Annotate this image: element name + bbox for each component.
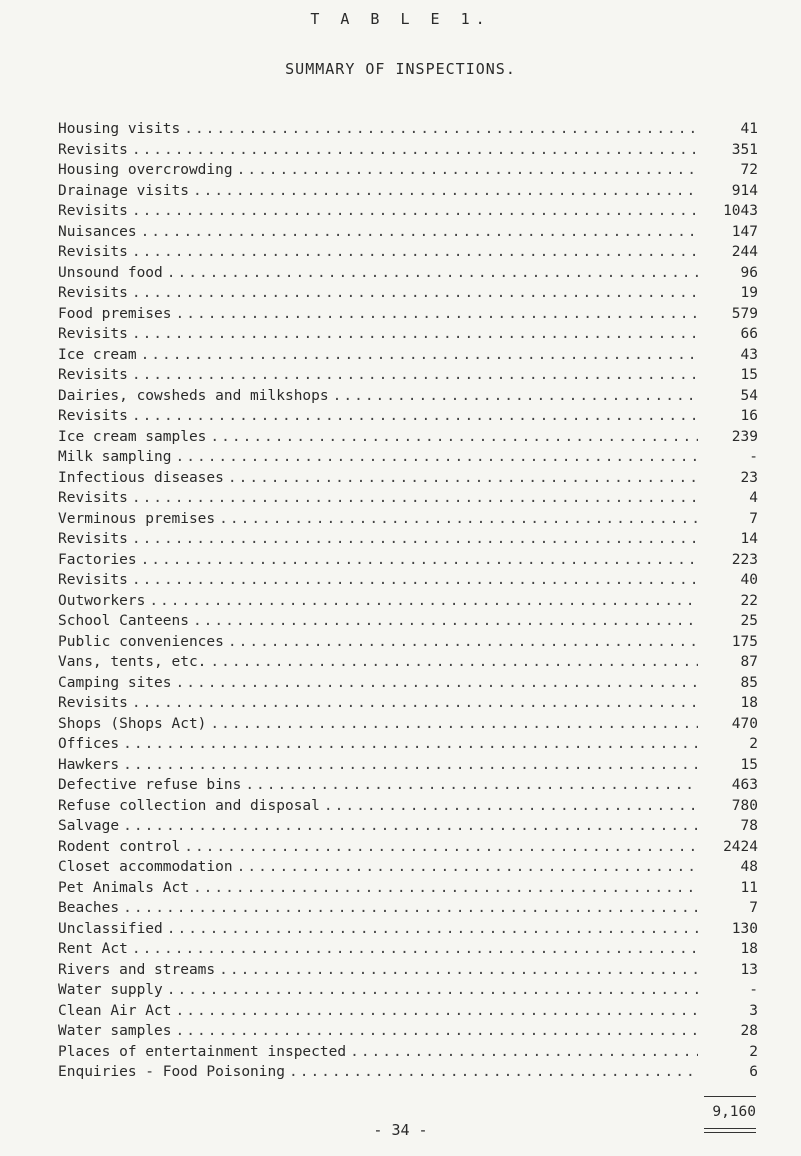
inspection-count: 4 <box>749 490 758 506</box>
inspection-count: 223 <box>731 551 758 568</box>
inspection-count: 87 <box>740 654 758 670</box>
inspection-label: Defective refuse bins <box>58 777 242 793</box>
dot-leader <box>333 388 698 404</box>
inspection-label: Milk sampling <box>58 449 172 465</box>
inspection-label: Unclassified <box>58 920 163 937</box>
inspection-label: Ice cream samples <box>58 428 207 445</box>
inspection-count: 72 <box>740 162 758 178</box>
dot-leader <box>132 326 698 342</box>
dot-leader <box>184 839 698 855</box>
page-number: - 34 - <box>373 1121 428 1139</box>
inspection-count: 2 <box>749 1043 758 1060</box>
inspection-label: Factories <box>58 551 137 568</box>
inspection-row <box>58 531 758 552</box>
inspection-count: 579 <box>731 305 758 322</box>
inspection-row <box>58 367 758 388</box>
dot-leader <box>176 1023 699 1039</box>
inspection-label: Shops (Shops Act) <box>58 715 207 732</box>
inspection-count: 244 <box>731 244 758 260</box>
inspection-count: 85 <box>740 674 758 691</box>
inspection-row <box>58 777 758 798</box>
dot-leader <box>176 1003 699 1019</box>
dot-leader <box>228 634 698 650</box>
inspection-row <box>58 1064 758 1085</box>
dot-leader <box>141 224 698 240</box>
inspection-label: Verminous premises <box>58 510 216 527</box>
dot-leader <box>219 962 698 978</box>
inspection-count: 40 <box>740 572 758 588</box>
inspection-label: Water samples <box>58 1023 172 1039</box>
inspection-row <box>58 306 758 327</box>
inspection-count: 54 <box>740 387 758 404</box>
inspection-row <box>58 962 758 983</box>
inspection-label: Pet Animals Act <box>58 879 189 896</box>
inspection-count: 130 <box>731 920 758 937</box>
table-title: T A B L E 1. <box>310 10 491 28</box>
inspection-count: 914 <box>731 182 758 199</box>
dot-leader <box>132 695 698 711</box>
inspection-label: Closet accommodation <box>58 859 233 875</box>
dot-leader <box>123 818 698 834</box>
inspection-label: Unsound food <box>58 264 163 281</box>
inspection-label: Housing visits <box>58 121 181 137</box>
total-rule <box>704 1096 756 1097</box>
dot-leader <box>219 511 698 527</box>
inspection-label: Rent Act <box>58 941 128 957</box>
inspection-count: 1043 <box>723 203 758 219</box>
dot-leader <box>132 408 698 424</box>
inspection-count: 14 <box>740 531 758 547</box>
inspection-count: 15 <box>740 367 758 383</box>
dot-leader <box>132 572 698 588</box>
dot-leader <box>193 183 698 199</box>
dot-leader <box>176 306 699 322</box>
inspection-label: Nuisances <box>58 223 137 240</box>
inspection-row <box>58 408 758 429</box>
dot-leader <box>123 900 698 916</box>
dot-leader <box>228 470 698 486</box>
inspection-count: 19 <box>740 285 758 301</box>
inspection-row <box>58 695 758 716</box>
inspection-count: 18 <box>740 941 758 957</box>
inspection-row <box>58 818 758 839</box>
dot-leader <box>176 449 699 465</box>
inspection-row <box>58 388 758 409</box>
inspection-row <box>58 634 758 655</box>
dot-leader <box>132 490 698 506</box>
inspection-label: Enquiries - Food Poisoning <box>58 1064 285 1080</box>
dot-leader <box>132 203 698 219</box>
inspection-count: 22 <box>740 592 758 609</box>
dot-leader <box>123 757 698 773</box>
inspection-row <box>58 511 758 532</box>
inspection-row <box>58 1023 758 1044</box>
dot-leader <box>132 244 698 260</box>
inspection-label: Outworkers <box>58 592 146 609</box>
inspection-label: School Canteens <box>58 613 189 629</box>
inspection-row <box>58 736 758 757</box>
dot-leader <box>245 777 698 793</box>
inspection-count: 6 <box>749 1064 758 1080</box>
inspection-row <box>58 654 758 675</box>
inspection-label: Ice cream <box>58 346 137 363</box>
inspection-row <box>58 1044 758 1065</box>
inspection-label: Infectious diseases <box>58 469 224 486</box>
dot-leader <box>132 367 698 383</box>
inspection-row <box>58 162 758 183</box>
inspection-count: 470 <box>731 715 758 732</box>
inspection-label: Hawkers <box>58 756 120 773</box>
inspection-row <box>58 593 758 614</box>
inspection-count: 48 <box>740 859 758 875</box>
inspection-label: Housing overcrowding <box>58 162 233 178</box>
inspection-row <box>58 839 758 860</box>
inspection-label: Revisits <box>58 408 128 424</box>
inspection-count: 2424 <box>723 838 758 855</box>
inspection-row <box>58 203 758 224</box>
grand-total: 9,160 <box>712 1104 756 1120</box>
inspection-label: Revisits <box>58 367 128 383</box>
inspection-row <box>58 880 758 901</box>
inspection-row <box>58 183 758 204</box>
dot-leader <box>350 1044 698 1060</box>
inspection-count: 351 <box>731 141 758 158</box>
inspection-label: Drainage visits <box>58 182 189 199</box>
inspection-label: Vans, tents, etc. <box>58 654 207 670</box>
inspection-count: 13 <box>740 961 758 978</box>
dot-leader <box>132 142 698 158</box>
inspection-row <box>58 552 758 573</box>
dot-leader <box>289 1064 698 1080</box>
dot-leader <box>237 859 698 875</box>
dot-leader <box>149 593 698 609</box>
inspection-row <box>58 265 758 286</box>
inspection-row <box>58 675 758 696</box>
inspection-row <box>58 470 758 491</box>
inspection-list <box>58 121 758 1085</box>
inspection-count: - <box>749 982 758 998</box>
table-subtitle: SUMMARY OF INSPECTIONS. <box>285 60 516 78</box>
inspection-row <box>58 121 758 142</box>
inspection-row <box>58 142 758 163</box>
inspection-count: 96 <box>740 264 758 281</box>
inspection-row <box>58 224 758 245</box>
inspection-row <box>58 429 758 450</box>
inspection-row <box>58 613 758 634</box>
inspection-label: Revisits <box>58 203 128 219</box>
inspection-label: Beaches <box>58 900 120 916</box>
inspection-count: 16 <box>740 408 758 424</box>
inspection-row <box>58 347 758 368</box>
dot-leader <box>237 162 698 178</box>
dot-leader <box>167 921 698 937</box>
inspection-count: 66 <box>740 326 758 342</box>
inspection-label: Revisits <box>58 490 128 506</box>
inspection-label: Revisits <box>58 531 128 547</box>
inspection-row <box>58 326 758 347</box>
inspection-row <box>58 1003 758 1024</box>
inspection-count: 239 <box>731 428 758 445</box>
inspection-count: 11 <box>740 879 758 896</box>
inspection-row <box>58 244 758 265</box>
inspection-count: 175 <box>731 633 758 650</box>
inspection-row <box>58 572 758 593</box>
inspection-count: 43 <box>740 346 758 363</box>
inspection-row <box>58 449 758 470</box>
dot-leader <box>167 265 698 281</box>
dot-leader <box>132 941 698 957</box>
dot-leader <box>193 880 698 896</box>
inspection-count: 41 <box>740 121 758 137</box>
inspection-label: Revisits <box>58 285 128 301</box>
dot-leader <box>123 736 698 752</box>
dot-leader <box>141 552 698 568</box>
dot-leader <box>210 716 698 732</box>
dot-leader <box>176 675 699 691</box>
inspection-label: Offices <box>58 736 120 752</box>
inspection-count: 23 <box>740 469 758 486</box>
dot-leader <box>167 982 698 998</box>
inspection-label: Revisits <box>58 695 128 711</box>
inspection-count: 7 <box>749 900 758 916</box>
inspection-count: 2 <box>749 736 758 752</box>
inspection-count: 3 <box>749 1002 758 1019</box>
inspection-count: - <box>749 449 758 465</box>
inspection-label: Rodent control <box>58 838 181 855</box>
inspection-count: 25 <box>740 613 758 629</box>
inspection-count: 18 <box>740 695 758 711</box>
dot-leader <box>210 429 698 445</box>
inspection-label: Places of entertainment inspected <box>58 1043 347 1060</box>
inspection-label: Water supply <box>58 982 163 998</box>
inspection-label: Refuse collection and disposal <box>58 797 320 814</box>
inspection-row <box>58 982 758 1003</box>
inspection-count: 28 <box>740 1023 758 1039</box>
inspection-row <box>58 921 758 942</box>
dot-leader <box>184 121 698 137</box>
inspection-count: 15 <box>740 756 758 773</box>
inspection-row <box>58 490 758 511</box>
inspection-label: Revisits <box>58 244 128 260</box>
dot-leader <box>141 347 698 363</box>
inspection-count: 78 <box>740 818 758 834</box>
inspection-label: Revisits <box>58 326 128 342</box>
dot-leader <box>193 613 698 629</box>
inspection-row <box>58 798 758 819</box>
inspection-label: Public conveniences <box>58 633 224 650</box>
inspection-label: Camping sites <box>58 674 172 691</box>
inspection-count: 147 <box>731 223 758 240</box>
inspection-row <box>58 757 758 778</box>
dot-leader <box>132 285 698 301</box>
dot-leader <box>132 531 698 547</box>
inspection-label: Dairies, cowsheds and milkshops <box>58 387 329 404</box>
inspection-count: 780 <box>731 797 758 814</box>
inspection-row <box>58 716 758 737</box>
inspection-row <box>58 900 758 921</box>
inspection-row <box>58 285 758 306</box>
inspection-count: 7 <box>749 510 758 527</box>
inspection-label: Clean Air Act <box>58 1002 172 1019</box>
inspection-label: Revisits <box>58 572 128 588</box>
inspection-row <box>58 941 758 962</box>
inspection-label: Salvage <box>58 818 120 834</box>
dot-leader <box>324 798 698 814</box>
inspection-count: 463 <box>731 777 758 793</box>
inspection-label: Revisits <box>58 141 128 158</box>
inspection-label: Rivers and streams <box>58 961 216 978</box>
dot-leader <box>210 654 698 670</box>
inspection-row <box>58 859 758 880</box>
inspection-label: Food premises <box>58 305 172 322</box>
